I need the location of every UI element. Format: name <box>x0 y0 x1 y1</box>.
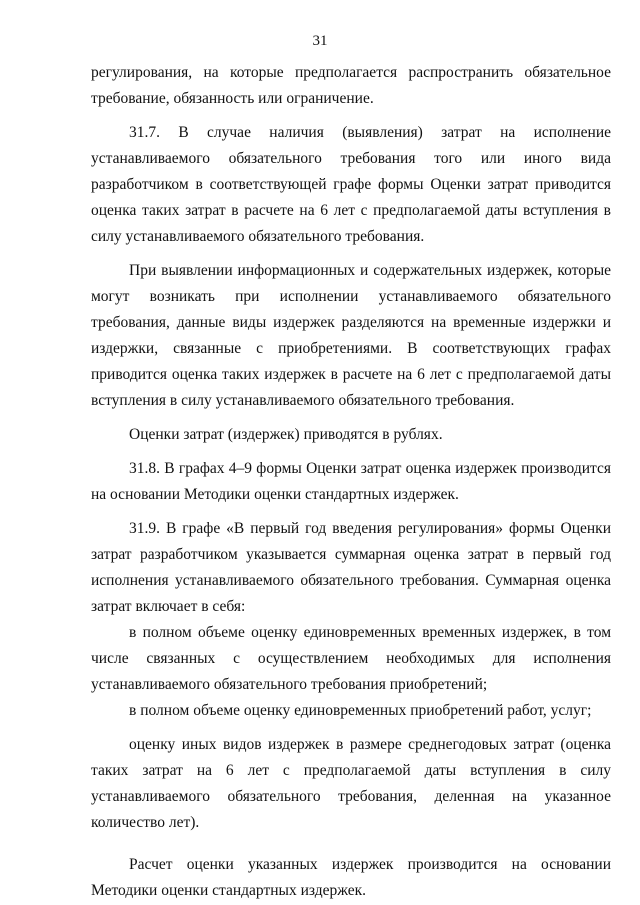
paragraph-informational-costs: При выявлении информационных и содержательных издержек, которые могут возникать при исполнении устанавливаемого обязательного требования, данные виды издержек разделяются на временные издержки и издержки, связанные с приобретениями. В соответствующих графах приводится оценка таких издержек в расчете на 6 лет с предполагаемой даты вступления в силу устанавливаемого обязательного требования. <box>91 262 611 409</box>
paragraph-continuation: регулирования, на которые предполагается распространить обязательное требование, обязанность или ограничение. <box>91 64 611 107</box>
paragraph-one-time-costs: в полном объеме оценку единовременных временных издержек, в том числе связанных с осуществлением необходимых для исполнения устанавливаемого обязательного требования приобретений; <box>91 624 611 693</box>
paragraph-calculation-basis: Расчет оценки указанных издержек производится на основании Методики оценки стандартных издержек. <box>91 856 611 899</box>
paragraph-31-9: 31.9. В графе «В первый год введения регулирования» формы Оценки затрат разработчиком указывается суммарная оценка затрат в первый год исполнения устанавливаемого обязательного требования. Суммарная оценка затрат включает в себя: <box>91 520 611 615</box>
paragraph-31-7: 31.7. В случае наличия (выявления) затрат на исполнение устанавливаемого обязательного требования того или иного вида разработчиком в соответствующей графе формы Оценки затрат приводится оценка таких затрат в расчете на 6 лет с предполагаемой даты вступления в силу устанавливаемого обязательного требования. <box>91 124 611 245</box>
paragraph-31-8: 31.8. В графах 4–9 формы Оценки затрат оценка издержек производится на основании Методики оценки стандартных издержек. <box>91 460 611 503</box>
page-number: 31 <box>312 33 328 49</box>
paragraph-other-costs: оценку иных видов издержек в размере среднегодовых затрат (оценка таких затрат на 6 лет с предполагаемой даты вступления в силу устанавливаемого обязательного требования, деленная на указанное количество лет). <box>91 736 611 831</box>
document-body <box>91 60 611 904</box>
paragraph-costs-in-rubles: Оценки затрат (издержек) приводятся в рублях. <box>129 426 443 443</box>
paragraph-one-time-purchases: в полном объеме оценку единовременных приобретений работ, услуг; <box>129 702 592 719</box>
